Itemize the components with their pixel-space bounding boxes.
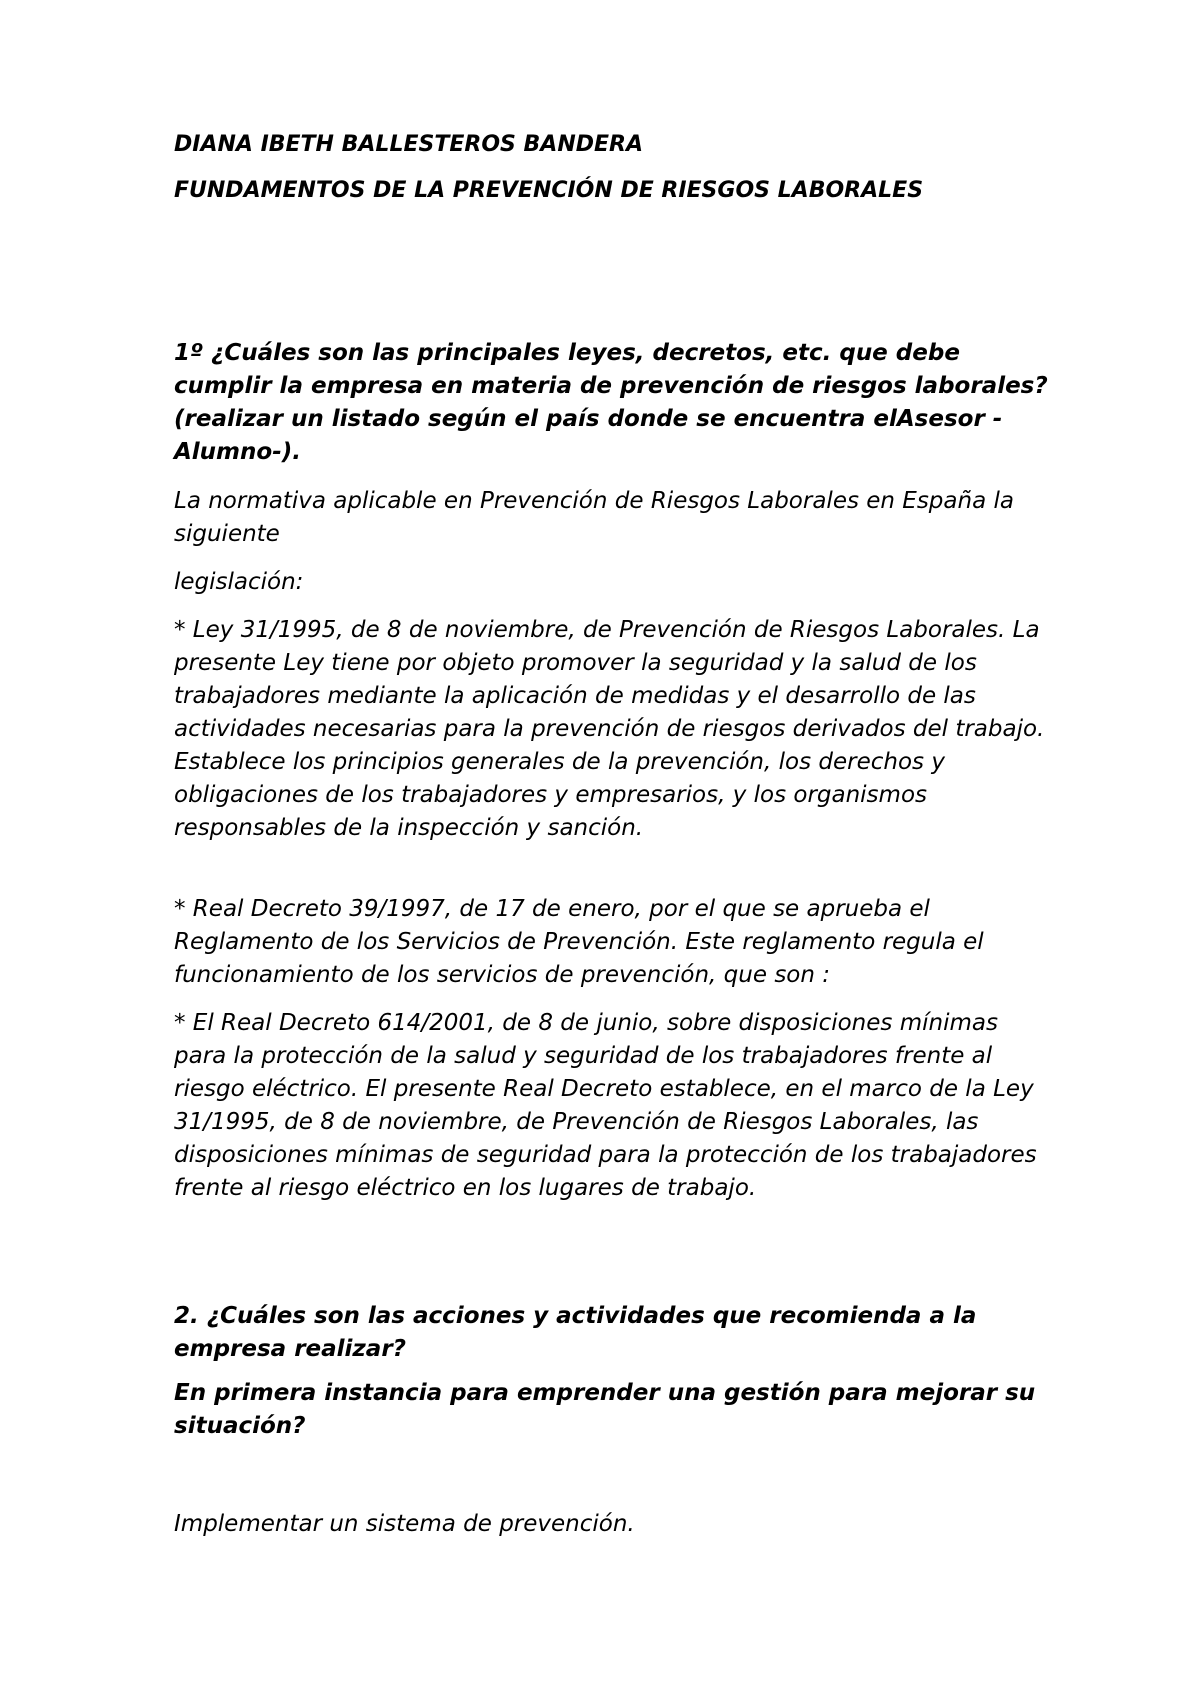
q1-item-rd-39-1997: * Real Decreto 39/1997, de 17 de enero, por el que se aprueba el Reglamento de los Servicios de Prevención. Este reglamento regula el funcionamiento de los servicios de prevención, que son : — [174, 896, 984, 988]
q1-intro: La normativa aplicable en Prevención de Riesgos Laborales en España la siguiente — [174, 488, 1014, 547]
course-title: FUNDAMENTOS DE LA PREVENCIÓN DE RIESGOS LABORALES — [174, 178, 924, 203]
q1-item-rd-614-2001: * El Real Decreto 614/2001, de 8 de junio, sobre disposiciones mínimas para la protección de la salud y seguridad de los trabajadores frente al riesgo eléctrico. El presente Real Decreto establece, en el marco de la Ley 31/1995, de 8 de noviembre, de Prevención de Riesgos Laborales, las disposiciones mínimas de seguridad para la protección de los trabajadores frente al riesgo eléctrico en los lugares de trabajo. — [174, 1010, 1037, 1201]
question-1: 1º ¿Cuáles son las principales leyes, decretos, etc. que debe cumplir la empresa en materia de prevención de riesgos laborales? (realizar un listado según el país donde se encuentra elAsesor -Alumno-). — [174, 340, 1048, 465]
q1-intro-continued: legislación: — [174, 569, 304, 595]
question-2-continued: En primera instancia para emprender una gestión para mejorar su situación? — [174, 1380, 1036, 1439]
author-name: DIANA IBETH BALLESTEROS BANDERA — [174, 132, 643, 157]
q1-item-ley-31-1995: * Ley 31/1995, de 8 de noviembre, de Prevención de Riesgos Laborales. La presente Ley tiene por objeto promover la seguridad y la salud de los trabajadores mediante la aplicación de medidas y el desarrollo de las actividades necesarias para la prevención de riesgos derivados del trabajo. Establece los principios generales de la prevención, los derechos y obligaciones de los trabajadores y empresarios, y los organismos responsables de la inspección y sanción. — [174, 617, 1045, 841]
question-2: 2. ¿Cuáles son las acciones y actividades que recomienda a la empresa realizar? — [174, 1303, 977, 1362]
q2-answer: Implementar un sistema de prevención. — [174, 1511, 635, 1537]
